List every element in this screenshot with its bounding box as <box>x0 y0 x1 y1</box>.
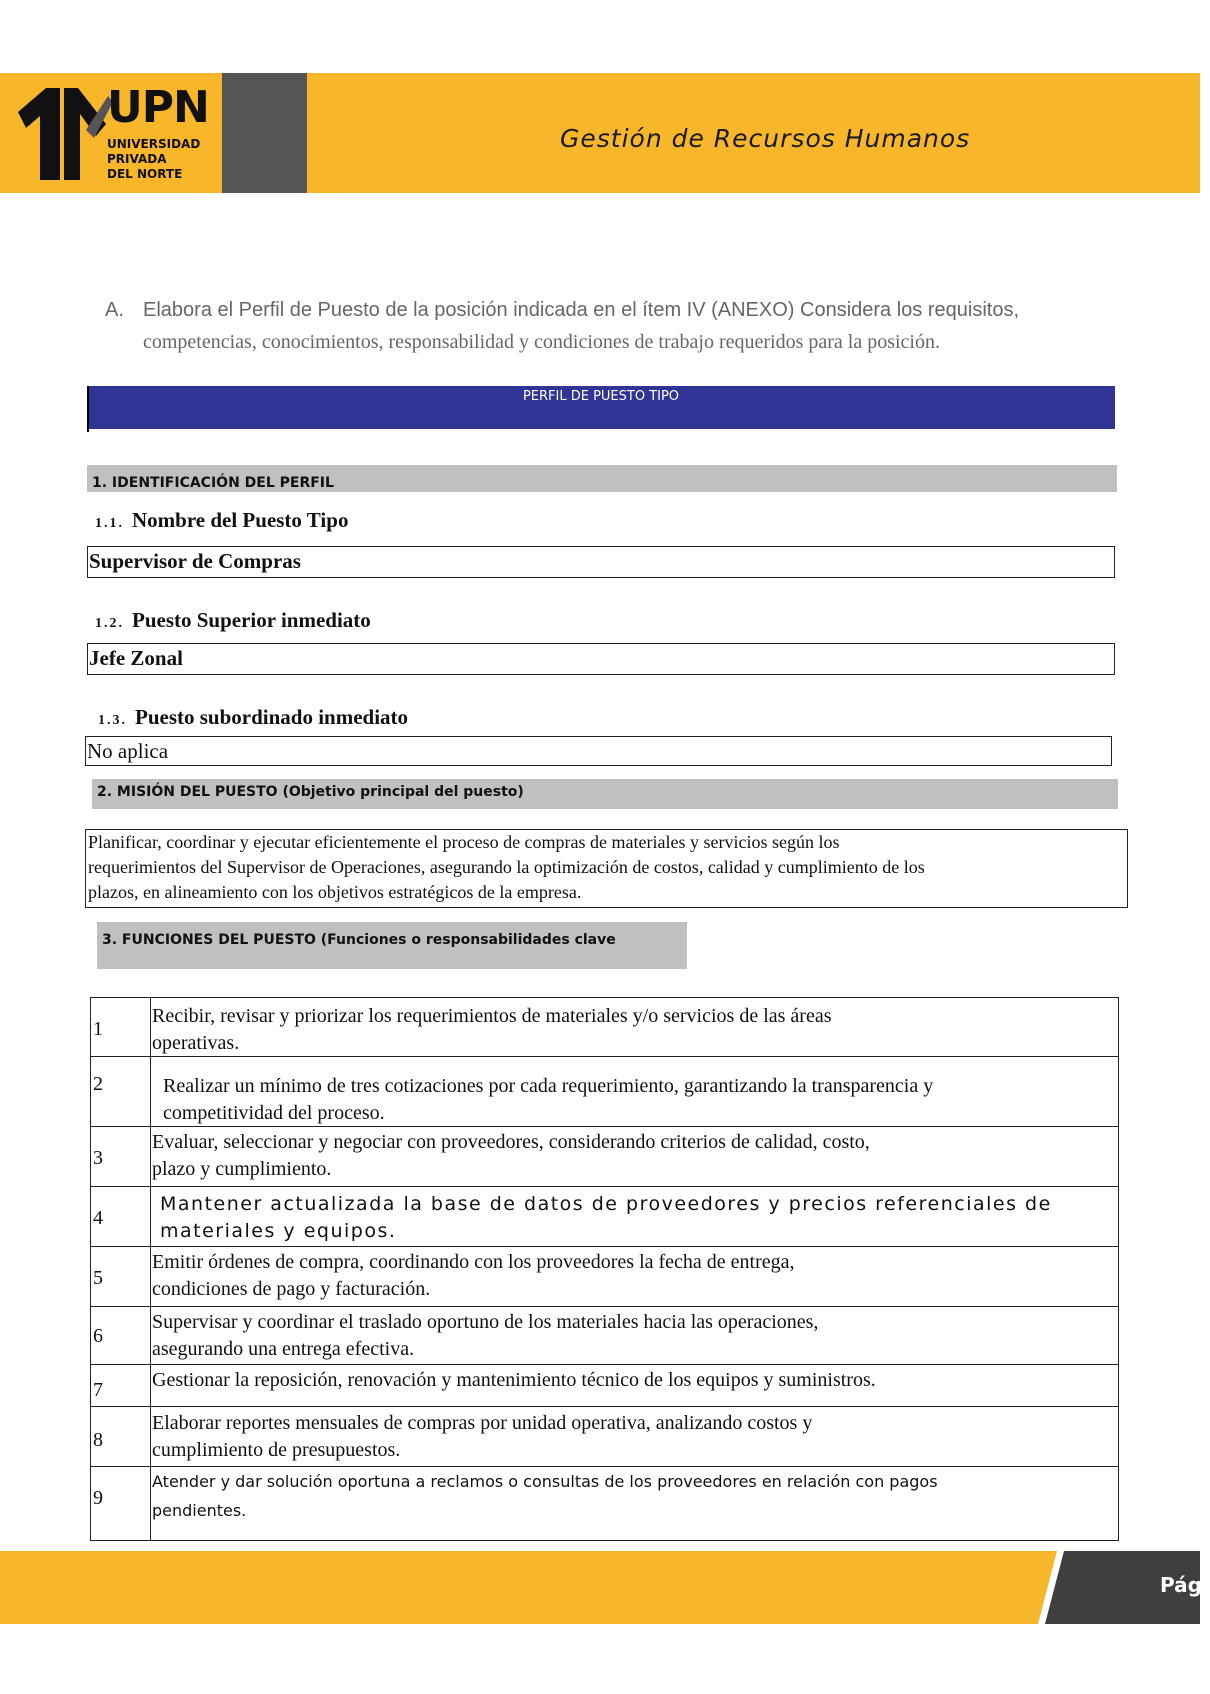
table-row <box>91 1467 1118 1540</box>
banner-marker <box>87 386 89 432</box>
subsection-1-1: 1.1. Nombre del Puesto Tipo <box>95 508 349 532</box>
function-text: Atender y dar solución oportuna a reclamos o consultas de los proveedores en relación con pagos pendientes. <box>152 1472 938 1520</box>
section-3-title: 3. FUNCIONES DEL PUESTO (Funciones o responsabilidades clave <box>97 922 687 969</box>
function-text: Emitir órdenes de compra, coordinando con los proveedores la fecha de entrega, condiciones de pago y facturación. <box>152 1251 795 1300</box>
mision-text: Planificar, coordinar y ejecutar eficientemente el proceso de compras de materiales y servicios según los requerimientos del Supervisor de Operaciones, asegurando la optimización de costos, calidad y cumplimiento de los plazos, en alineamiento con los objetivos estratégicos de la empresa. <box>85 829 1128 908</box>
table-row <box>91 1187 1118 1247</box>
header-separator <box>222 73 307 193</box>
function-text: Mantener actualizada la base de datos de proveedores y precios referenciales de materiales y equipos. <box>160 1193 1052 1242</box>
perfil-banner: PERFIL DE PUESTO TIPO <box>87 386 1115 429</box>
logo-subtitle: UNIVERSIDAD PRIVADA DEL NORTE <box>107 137 201 181</box>
table-row <box>91 1307 1118 1365</box>
header-title: Gestión de Recursos Humanos <box>560 124 971 153</box>
table-row <box>91 1127 1118 1187</box>
table-row <box>91 998 1118 1057</box>
functions-table <box>90 997 1119 1541</box>
row-number: 6 <box>93 1325 103 1347</box>
logo-text: UPN <box>107 82 209 133</box>
footer-bar <box>0 1551 1200 1624</box>
page-label: Pág. <box>1160 1573 1210 1597</box>
row-number: 3 <box>93 1147 103 1169</box>
table-row <box>91 1365 1118 1407</box>
upn-logo-icon <box>18 84 113 184</box>
subsection-1-2: 1.2. Puesto Superior inmediato <box>95 608 371 632</box>
row-number: 1 <box>93 1018 103 1040</box>
row-number: 8 <box>93 1429 103 1451</box>
intro-line-2: competencias, conocimientos, responsabilidad y condiciones de trabajo requeridos para la posición. <box>143 331 940 353</box>
function-text: Gestionar la reposición, renovación y mantenimiento técnico de los equipos y suministros. <box>152 1369 876 1391</box>
field-puesto-superior: Jefe Zonal <box>87 643 1115 675</box>
function-text: Realizar un mínimo de tres cotizaciones por cada requerimiento, garantizando la transparencia y competitividad del proceso. <box>163 1075 934 1124</box>
function-text: Evaluar, seleccionar y negociar con proveedores, considerando criterios de calidad, costo, plazo y cumplimiento. <box>152 1131 870 1180</box>
row-number: 7 <box>93 1379 103 1401</box>
section-1-title: 1. IDENTIFICACIÓN DEL PERFIL <box>87 465 1117 492</box>
function-text: Supervisar y coordinar el traslado oportuno de los materiales hacia las operaciones, asegurando una entrega efectiva. <box>152 1311 819 1360</box>
intro-letter: A. <box>105 299 124 321</box>
field-nombre-puesto: Supervisor de Compras <box>87 546 1115 578</box>
table-row <box>91 1247 1118 1307</box>
subsection-1-3: 1.3. Puesto subordinado inmediato <box>98 705 409 729</box>
function-text: Elaborar reportes mensuales de compras por unidad operativa, analizando costos y cumplimiento de presupuestos. <box>152 1412 813 1461</box>
table-row <box>91 1407 1118 1467</box>
section-2-title: 2. MISIÓN DEL PUESTO (Objetivo principal del puesto) <box>92 779 1118 809</box>
field-puesto-subordinado: No aplica <box>85 736 1112 766</box>
intro-line-1: Elabora el Perfil de Puesto de la posición indicada en el ítem IV (ANEXO) Considera los requisitos, <box>143 299 1020 321</box>
row-number: 2 <box>93 1073 103 1095</box>
row-number: 4 <box>93 1207 103 1229</box>
table-row <box>91 1057 1118 1127</box>
function-text: Recibir, revisar y priorizar los requerimientos de materiales y/o servicios de las áreas operativas. <box>152 1005 832 1054</box>
row-number: 9 <box>93 1487 103 1509</box>
intro-instruction <box>105 294 1135 358</box>
row-number: 5 <box>93 1267 103 1289</box>
